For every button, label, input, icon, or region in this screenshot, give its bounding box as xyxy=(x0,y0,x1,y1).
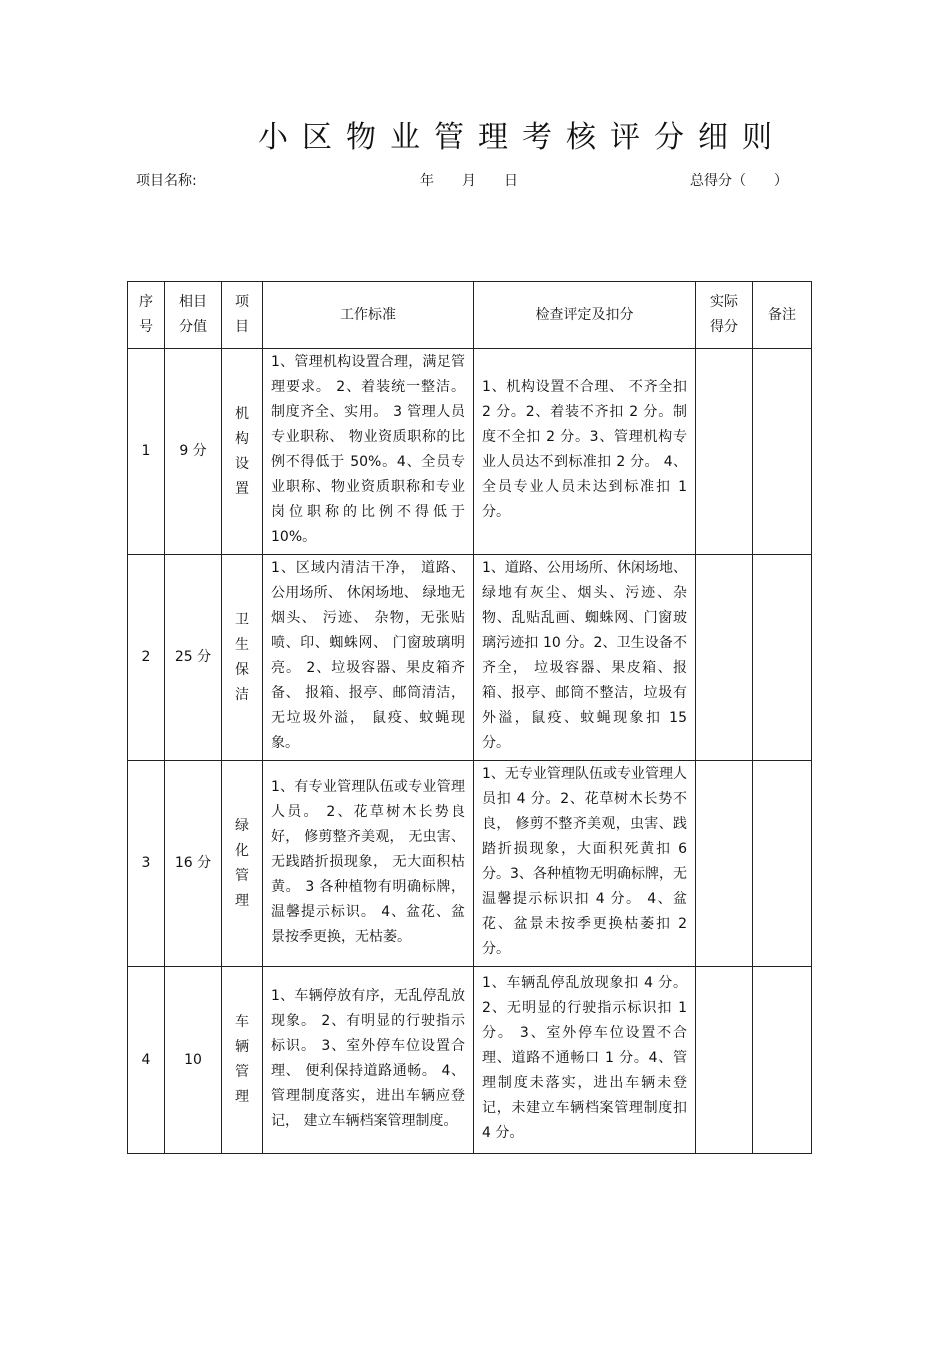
row-score: 25 分 xyxy=(165,555,222,761)
row-score: 16 分 xyxy=(165,761,222,967)
row-deduction: 1、机构设置不合理、 不齐全扣 2 分。2、着装不齐扣 2 分。制度不全扣 2 分。3、管理机构专业人员达不到标准扣 2 分。 4、全员专业人员未达到标准扣 1 分。 xyxy=(474,349,696,555)
row-standard: 1、管理机构设置合理，满足管理要求。 2、着装统一整洁。制度齐全、实用。 3 管理人员专业职称、 物业资质职称的比例不得低于 50%。4、全员专业职称、物业资质职称和专业岗位职称的比例不得低于 10%。 xyxy=(263,349,474,555)
header-deduction: 检查评定及扣分 xyxy=(474,282,696,349)
table-row xyxy=(128,967,812,1154)
row-remarks[interactable] xyxy=(753,967,812,1154)
row-remarks[interactable] xyxy=(753,555,812,761)
row-standard: 1、区域内清洁干净， 道路、公用场所、 休闲场地、 绿地无烟头、 污迹、 杂物，无张贴喷、印、蜘蛛网、 门窗玻璃明亮。 2、垃圾容器、果皮箱齐备、 报箱、报亭、邮筒清洁，无垃圾外溢， 鼠疫、蚊蝇现象。 xyxy=(263,555,474,761)
table-row xyxy=(128,555,812,761)
header-remarks: 备注 xyxy=(753,282,812,349)
assessment-table xyxy=(127,281,812,1154)
row-deduction: 1、无专业管理队伍或专业管理人员扣 4 分。2、花草树木长势不良， 修剪不整齐美观，虫害、践踏折损现象，大面积死黄扣 6 分。3、各种植物无明确标牌，无温馨提示标识扣 4 分。 4、盆花、盆景未按季更换枯萎扣 2 分。 xyxy=(474,761,696,967)
header-item-score: 相目分值 xyxy=(165,282,222,349)
row-deduction: 1、道路、公用场所、休闲场地、绿地有灰尘、烟头、污迹、杂物、乱贴乱画、蜘蛛网、门窗玻璃污迹扣 10 分。2、卫生设备不齐全， 垃圾容器、果皮箱、报箱、报亭、邮筒不整洁，垃圾有外溢，鼠疫、蚊蝇现象扣 15 分。 xyxy=(474,555,696,761)
row-standard: 1、有专业管理队伍或专业管理人员。 2、花草树木长势良好， 修剪整齐美观， 无虫害、无践踏折损现象， 无大面积枯黄。 3 各种植物有明确标牌，温馨提示标识。 4、盆花、盆景按季更换，无枯萎。 xyxy=(263,761,474,967)
row-remarks[interactable] xyxy=(753,349,812,555)
row-actual-score[interactable] xyxy=(696,555,753,761)
header-index: 序号 xyxy=(128,282,165,349)
header-standard: 工作标准 xyxy=(263,282,474,349)
row-remarks[interactable] xyxy=(753,761,812,967)
row-score: 9 分 xyxy=(165,349,222,555)
row-item: 机构设置 xyxy=(222,349,263,555)
row-index: 4 xyxy=(128,967,165,1154)
row-score: 10 xyxy=(165,967,222,1154)
row-actual-score[interactable] xyxy=(696,967,753,1154)
table-row xyxy=(128,761,812,967)
row-index: 2 xyxy=(128,555,165,761)
table-row xyxy=(128,349,812,555)
row-item: 车辆管理 xyxy=(222,967,263,1154)
row-item: 卫生保洁 xyxy=(222,555,263,761)
row-actual-score[interactable] xyxy=(696,761,753,967)
project-name-label: 项目名称: xyxy=(136,173,197,189)
table-header-row xyxy=(128,282,812,349)
total-score-label: 总得分（ ） xyxy=(690,173,788,189)
row-index: 3 xyxy=(128,761,165,967)
row-index: 1 xyxy=(128,349,165,555)
row-standard: 1、车辆停放有序，无乱停乱放现象。 2、有明显的行驶指示标识。 3、室外停车位设置合理、 便利保持道路通畅。 4、管理制度落实，进出车辆应登记， 建立车辆档案管理制度。 xyxy=(263,967,474,1154)
page-title: 小区物业管理考核评分细则 xyxy=(258,120,786,155)
header-actual-score: 实际得分 xyxy=(696,282,753,349)
header-item: 项目 xyxy=(222,282,263,349)
date-label: 年 月 日 xyxy=(420,173,518,189)
row-deduction: 1、车辆乱停乱放现象扣 4 分。2、无明显的行驶指示标识扣 1 分。 3、室外停车位设置不合理、道路不通畅口 1 分。4、管理制度未落实，进出车辆未登记，未建立车辆档案管理制度扣 4 分。 xyxy=(474,967,696,1154)
row-item: 绿化管理 xyxy=(222,761,263,967)
row-actual-score[interactable] xyxy=(696,349,753,555)
